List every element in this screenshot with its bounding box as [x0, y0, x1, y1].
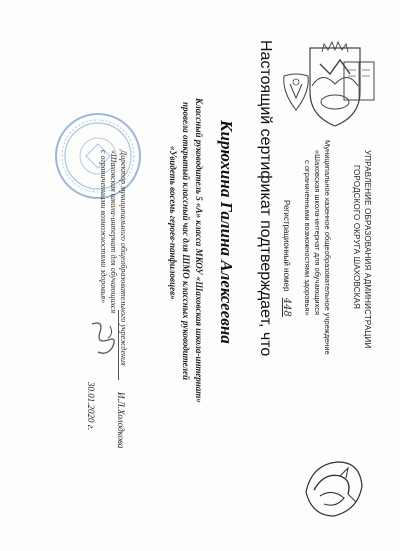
recipient-name: Кирюхина Галина Алексеевна: [217, 120, 236, 344]
bird-emblem-icon: [298, 452, 368, 524]
director-title-line-2: «Шаховская школа-интернат для обучающихся: [109, 150, 118, 314]
issue-date: 30.01.2020 г.: [86, 382, 96, 431]
institution-line-3: с ограниченными возможностями здоровья»: [303, 160, 312, 316]
description-line-1: Классный руководитель 5 «А» класса МКОУ «Шаховская школа-интернат»: [194, 98, 204, 403]
ministry-line-2: ГОРОДСКОГО ОКРУГА ШАХОВСКАЯ: [352, 165, 361, 310]
description-line-2: провела открытый классный час для ШМО классных руководителей: [181, 102, 191, 380]
signature-line: [118, 310, 119, 380]
description-line-3: «Увидеть восемь героев-панфиловцев»: [168, 146, 178, 300]
director-name: И.Л.Холодкова: [116, 392, 126, 449]
certificate-title: Настоящий сертификат подтверждает, что: [257, 40, 274, 357]
registration-value: 448: [281, 297, 292, 317]
ministry-line-1: УПРАВЛЕНИЕ ОБРАЗОВАНИЯ АДМИНИСТРАЦИИ: [363, 150, 372, 349]
book-icon: [340, 56, 378, 106]
institution-line-2: «Шаховская школа-интернат для обучающихся: [313, 150, 322, 316]
school-logo-icon: [278, 70, 314, 114]
director-title-line-3: с ограниченными возможностями здоровья»: [99, 150, 108, 304]
registration-number: [281, 200, 292, 317]
institution-line-1: Муниципальное казенное общеобразовательное учреждение: [323, 140, 332, 355]
round-stamp-icon: [52, 110, 144, 202]
registration-label: Регистрационный номер: [282, 200, 291, 292]
director-title-line-1: Директор муниципального общеобразовательного учреждения: [119, 150, 128, 366]
